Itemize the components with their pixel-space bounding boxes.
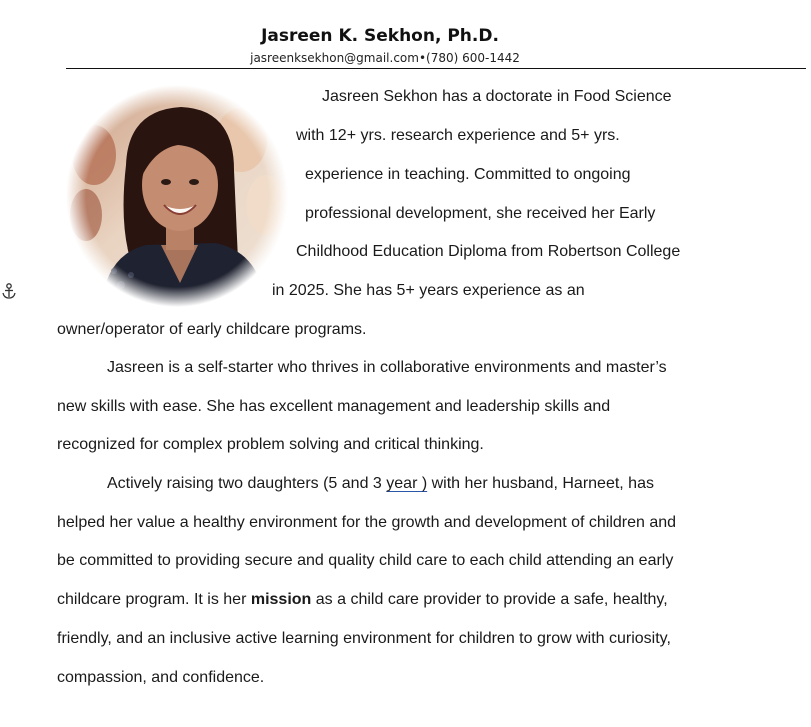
- paragraph1-line: with 12+ yrs. research experience and 5+ yrs.: [296, 127, 620, 144]
- email-address: jasreenksekhon@gmail.com: [250, 51, 419, 65]
- resume-name: Jasreen K. Sekhon, Ph.D.: [261, 26, 499, 46]
- paragraph3-line: [107, 474, 654, 494]
- paragraph2-line: recognized for complex problem solving and critical thinking.: [57, 436, 484, 453]
- paragraph3-line: compassion, and confidence.: [57, 669, 265, 686]
- paragraph3-text: Actively raising two daughters (5 and 3: [107, 475, 387, 492]
- paragraph1-line: Childhood Education Diploma from Robertson College: [296, 243, 681, 260]
- paragraph1-line: Jasreen Sekhon has a doctorate in Food Science: [322, 88, 672, 105]
- contact-line: [0, 51, 770, 65]
- header-rule: [66, 68, 806, 69]
- paragraph3-text: as a child care provider to provide a safe, healthy,: [311, 591, 668, 608]
- phone-number: (780) 600-1442: [426, 51, 520, 65]
- bold-mission-word: mission: [250, 591, 312, 608]
- paragraph3-text: childcare program. It is her: [57, 591, 251, 608]
- paragraph3-line: friendly, and an inclusive active learning environment for children to grow with curiosity,: [57, 630, 671, 647]
- paragraph1-line: experience in teaching. Committed to ongoing: [305, 166, 631, 183]
- image-anchor-icon[interactable]: [0, 282, 18, 300]
- paragraph3-line: be committed to providing secure and quality child care to each child attending an early: [57, 552, 674, 569]
- paragraph2-line: Jasreen is a self-starter who thrives in collaborative environments and master’s: [107, 359, 667, 376]
- paragraph1-line: in 2025. She has 5+ years experience as an: [272, 282, 585, 299]
- paragraph3-text: with her husband, Harneet, has: [427, 475, 654, 492]
- contact-separator: •: [418, 51, 427, 65]
- paragraph1-line: professional development, she received her Early: [305, 205, 656, 222]
- paragraph3-line: helped her value a healthy environment for the growth and development of children and: [57, 514, 677, 531]
- paragraph3-line: [57, 590, 668, 610]
- paragraph2-line: new skills with ease. She has excellent management and leadership skills and: [57, 398, 611, 415]
- grammar-flagged-text[interactable]: year ): [386, 475, 428, 492]
- paragraph1-line: owner/operator of early childcare programs.: [57, 321, 367, 338]
- portrait-photo[interactable]: [66, 85, 288, 307]
